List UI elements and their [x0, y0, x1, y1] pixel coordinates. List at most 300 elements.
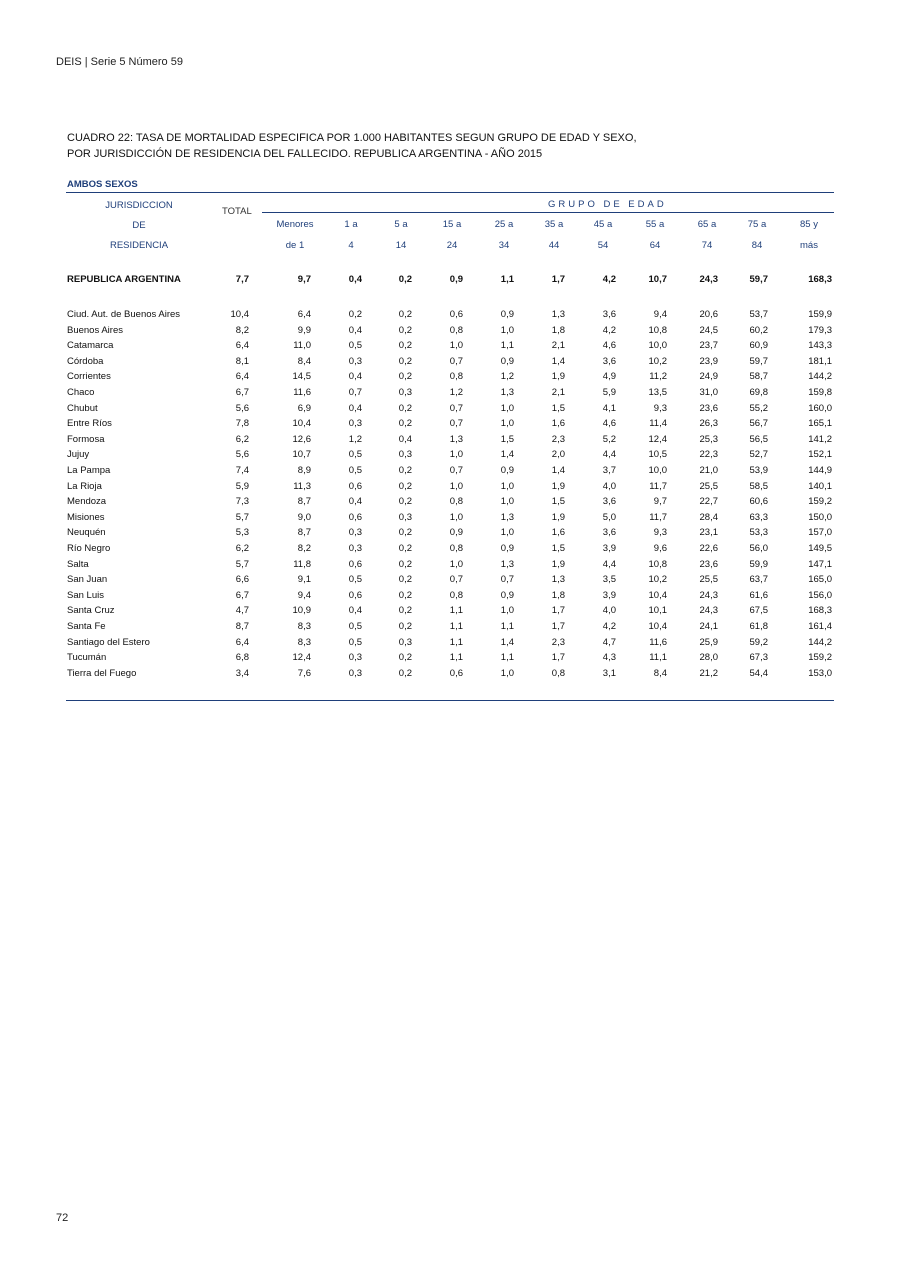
- table-cell: 0,9: [500, 355, 514, 367]
- table-cell: 3,7: [602, 465, 616, 476]
- table-cell: 63,7: [749, 574, 768, 586]
- table-top-rule: [66, 192, 834, 193]
- jurisdiction-name: Santa Cruz: [67, 605, 115, 617]
- header-jurisdiccion-line-1: JURISDICCION: [105, 200, 173, 211]
- table-cell: 6,4: [235, 636, 249, 648]
- table-cell: 3,6: [602, 309, 616, 320]
- table-cell: 144,2: [808, 371, 832, 383]
- table-cell: 141,2: [808, 433, 832, 445]
- table-cell: 0,3: [348, 355, 362, 367]
- jurisdiction-name: Tucumán: [67, 652, 107, 664]
- table-cell: 1,1: [449, 652, 463, 664]
- table-cell: 1,1: [500, 652, 514, 664]
- jurisdiction-name: Formosa: [67, 433, 105, 445]
- table-cell: 8,2: [235, 324, 249, 336]
- table-cell: 1,9: [551, 371, 565, 383]
- table-cell: 56,7: [749, 418, 768, 430]
- table-cell: 3,9: [602, 589, 616, 601]
- table-cell: 143,3: [808, 340, 832, 352]
- table-cell: 0,4: [348, 324, 362, 336]
- table-cell: 1,3: [500, 387, 514, 398]
- table-cell: 11,2: [649, 371, 667, 383]
- table-cell: 0,2: [398, 652, 412, 664]
- table-cell: 4,6: [602, 418, 616, 430]
- table-cell: 181,1: [808, 355, 832, 367]
- table-cell: 24,9: [699, 371, 718, 383]
- table-row: [0, 496, 905, 510]
- running-header: DEIS | Serie 5 Número 59: [56, 56, 183, 68]
- table-cell: 0,2: [398, 309, 412, 320]
- table-cell: 1,0: [449, 511, 463, 523]
- table-cell: 0,7: [449, 402, 463, 414]
- table-cell: 3,6: [602, 355, 616, 367]
- table-cell: 24,3: [699, 589, 718, 601]
- table-cell: 1,0: [500, 418, 514, 430]
- table-cell: 0,2: [398, 543, 412, 554]
- table-cell: 22,3: [699, 449, 718, 461]
- table-cell: 12,6: [292, 433, 311, 445]
- jurisdiction-name: La Pampa: [67, 465, 111, 476]
- table-cell: 56,5: [749, 433, 768, 445]
- national-value: 4,2: [602, 274, 616, 285]
- table-cell: 165,1: [808, 418, 832, 430]
- table-cell: 2,3: [551, 636, 565, 648]
- table-cell: 1,0: [500, 527, 514, 539]
- table-cell: 59,9: [749, 558, 768, 570]
- table-title-line-2: POR JURISDICCIÓN DE RESIDENCIA DEL FALLECIDO. REPUBLICA ARGENTINA - AÑO 2015: [67, 148, 543, 160]
- table-cell: 6,8: [235, 652, 249, 664]
- table-cell: 0,2: [398, 605, 412, 617]
- table-cell: 3,6: [602, 496, 616, 508]
- table-cell: 4,4: [602, 449, 616, 461]
- table-cell: 0,9: [500, 309, 514, 320]
- table-cell: 22,7: [699, 496, 718, 508]
- jurisdiction-name: Jujuy: [67, 449, 90, 461]
- table-cell: 0,3: [348, 418, 362, 430]
- table-cell: 0,2: [398, 527, 412, 539]
- header-total: TOTAL: [222, 206, 252, 217]
- table-cell: 24,3: [699, 605, 718, 617]
- table-cell: 159,8: [808, 387, 832, 398]
- table-cell: 0,6: [449, 309, 463, 320]
- age-group-header-top: 35 a: [544, 219, 564, 230]
- table-cell: 11,0: [293, 340, 311, 352]
- table-cell: 0,8: [449, 324, 463, 336]
- table-cell: 0,8: [551, 667, 565, 679]
- table-cell: 2,3: [551, 433, 565, 445]
- table-cell: 58,5: [749, 480, 768, 492]
- table-cell: 0,2: [398, 402, 412, 414]
- table-title: [67, 130, 637, 162]
- age-group-header-top: 65 a: [697, 219, 717, 230]
- table-row: [0, 340, 905, 354]
- table-row: [0, 465, 905, 479]
- table-cell: 0,6: [348, 511, 362, 523]
- table-cell: 60,6: [749, 496, 768, 508]
- table-cell: 11,4: [649, 418, 667, 430]
- table-cell: 2,1: [551, 340, 565, 352]
- age-group-header-top: 1 a: [344, 219, 358, 230]
- age-group-header-bottom: 54: [597, 240, 609, 251]
- table-cell: 5,6: [235, 402, 249, 414]
- table-cell: 1,5: [500, 433, 514, 445]
- table-cell: 0,3: [348, 543, 362, 554]
- table-cell: 25,3: [699, 433, 718, 445]
- table-cell: 4,2: [602, 324, 616, 336]
- table-cell: 5,9: [235, 480, 249, 492]
- jurisdiction-name: Neuquén: [67, 527, 106, 539]
- table-row: [0, 512, 905, 526]
- table-cell: 11,1: [649, 652, 667, 664]
- table-cell: 0,2: [348, 309, 362, 320]
- national-value: 59,7: [749, 274, 768, 285]
- table-cell: 9,4: [297, 589, 311, 601]
- jurisdiction-name: Santa Fe: [67, 621, 106, 632]
- table-row: [0, 605, 905, 619]
- table-cell: 10,4: [230, 309, 249, 320]
- table-cell: 6,4: [297, 309, 311, 320]
- table-cell: 1,9: [551, 511, 565, 523]
- table-cell: 0,2: [398, 340, 412, 352]
- table-cell: 0,7: [348, 387, 362, 398]
- header-grupo-de-edad: GRUPO DE EDAD: [548, 199, 667, 210]
- table-cell: 1,4: [500, 449, 514, 461]
- table-cell: 10,2: [648, 574, 667, 586]
- table-cell: 10,7: [292, 449, 311, 461]
- table-cell: 10,5: [648, 449, 667, 461]
- table-cell: 28,4: [699, 511, 718, 523]
- table-cell: 1,2: [449, 387, 463, 398]
- table-cell: 0,2: [398, 371, 412, 383]
- table-cell: 2,1: [551, 387, 565, 398]
- jurisdiction-name: Corrientes: [67, 371, 111, 383]
- table-cell: 67,5: [749, 605, 768, 617]
- table-cell: 7,8: [235, 418, 249, 430]
- table-cell: 0,7: [449, 418, 463, 430]
- jurisdiction-name: Tierra del Fuego: [67, 667, 137, 679]
- table-cell: 0,5: [348, 340, 362, 352]
- table-cell: 4,9: [602, 371, 616, 383]
- table-cell: 53,9: [749, 465, 768, 476]
- age-group-header-top: 5 a: [394, 219, 408, 230]
- table-cell: 10,2: [648, 355, 667, 367]
- table-cell: 0,2: [398, 324, 412, 336]
- table-cell: 144,2: [808, 636, 832, 648]
- table-cell: 28,0: [699, 652, 718, 664]
- jurisdiction-name: Santiago del Estero: [67, 636, 150, 648]
- jurisdiction-name: Chubut: [67, 402, 98, 414]
- table-cell: 1,6: [551, 418, 565, 430]
- jurisdiction-name: Salta: [67, 558, 89, 570]
- table-cell: 6,4: [235, 371, 249, 383]
- table-cell: 23,1: [699, 527, 718, 539]
- age-group-header-top: 45 a: [593, 219, 613, 230]
- table-cell: 144,9: [808, 465, 832, 476]
- age-group-header-top: 15 a: [442, 219, 462, 230]
- table-cell: 1,5: [551, 402, 565, 414]
- table-cell: 10,0: [648, 340, 667, 352]
- table-cell: 1,7: [551, 605, 565, 617]
- table-cell: 53,3: [749, 527, 768, 539]
- table-row: [0, 309, 905, 323]
- table-cell: 0,4: [348, 605, 362, 617]
- table-cell: 24,5: [699, 324, 718, 336]
- table-cell: 0,6: [449, 667, 463, 679]
- table-cell: 1,1: [449, 621, 463, 632]
- table-cell: 0,9: [500, 543, 514, 554]
- table-cell: 10,8: [648, 558, 667, 570]
- age-group-header-bottom: 64: [649, 240, 661, 251]
- table-cell: 3,5: [602, 574, 616, 586]
- page-number: 72: [56, 1212, 69, 1224]
- table-cell: 0,8: [449, 496, 463, 508]
- table-cell: 9,9: [297, 324, 311, 336]
- table-cell: 69,8: [749, 387, 768, 398]
- table-cell: 11,6: [293, 387, 311, 398]
- jurisdiction-name: San Juan: [67, 574, 108, 586]
- age-group-header-top: 75 a: [747, 219, 767, 230]
- national-value: 24,3: [699, 274, 718, 285]
- age-group-header-bottom: más: [800, 240, 818, 251]
- table-row: [0, 387, 905, 401]
- table-cell: 0,7: [500, 574, 514, 586]
- national-value: 0,9: [449, 274, 463, 285]
- jurisdiction-name: San Luis: [67, 589, 104, 601]
- table-cell: 58,7: [749, 371, 768, 383]
- table-cell: 1,5: [551, 543, 565, 554]
- table-cell: 1,2: [500, 371, 514, 383]
- table-cell: 0,3: [398, 449, 412, 461]
- table-cell: 0,3: [348, 667, 362, 679]
- table-cell: 159,2: [808, 652, 832, 664]
- table-cell: 0,7: [449, 465, 463, 476]
- header-jurisdiccion-line-3: RESIDENCIA: [109, 240, 169, 251]
- table-row: [0, 559, 905, 573]
- table-cell: 3,6: [602, 527, 616, 539]
- age-group-header-bottom: 44: [548, 240, 560, 251]
- table-cell: 0,2: [398, 574, 412, 586]
- table-cell: 0,6: [348, 558, 362, 570]
- table-cell: 55,2: [749, 402, 768, 414]
- table-cell: 1,3: [500, 511, 514, 523]
- table-cell: 0,3: [398, 636, 412, 648]
- table-row: [0, 668, 905, 682]
- table-cell: 9,6: [653, 543, 667, 554]
- table-cell: 5,6: [235, 449, 249, 461]
- table-row: [0, 325, 905, 339]
- table-cell: 67,3: [749, 652, 768, 664]
- table-row: [0, 652, 905, 666]
- header-jurisdiccion-line-2: DE: [132, 220, 146, 231]
- table-cell: 165,0: [808, 574, 832, 586]
- table-cell: 1,9: [551, 558, 565, 570]
- age-group-header-rule: [262, 212, 834, 213]
- table-cell: 54,4: [749, 667, 768, 679]
- table-row: [0, 449, 905, 463]
- table-cell: 23,9: [699, 355, 718, 367]
- table-row: [0, 621, 905, 635]
- table-cell: 8,3: [297, 621, 311, 632]
- table-cell: 0,7: [449, 574, 463, 586]
- table-cell: 26,3: [699, 418, 718, 430]
- national-value: 9,7: [297, 274, 311, 285]
- jurisdiction-name: Misiones: [67, 511, 105, 523]
- table-cell: 23,6: [699, 558, 718, 570]
- table-row: [0, 574, 905, 588]
- age-group-header-bottom: 4: [348, 240, 354, 251]
- table-cell: 0,5: [348, 465, 362, 476]
- table-cell: 4,1: [602, 402, 616, 414]
- table-cell: 4,0: [602, 480, 616, 492]
- table-cell: 24,1: [699, 621, 718, 632]
- table-cell: 168,3: [808, 605, 832, 617]
- table-cell: 1,1: [500, 340, 514, 352]
- table-cell: 161,4: [808, 621, 832, 632]
- table-cell: 5,0: [602, 511, 616, 523]
- table-cell: 0,4: [398, 433, 412, 445]
- table-cell: 9,3: [653, 402, 667, 414]
- table-cell: 0,2: [398, 621, 412, 632]
- table-cell: 59,2: [749, 636, 768, 648]
- table-cell: 21,2: [699, 667, 718, 679]
- table-cell: 1,3: [500, 558, 514, 570]
- table-cell: 63,3: [749, 511, 768, 523]
- table-row: [0, 418, 905, 432]
- table-cell: 8,7: [235, 621, 249, 632]
- table-cell: 23,6: [699, 402, 718, 414]
- table-cell: 5,7: [235, 511, 249, 523]
- table-cell: 159,9: [808, 309, 832, 320]
- table-cell: 9,1: [297, 574, 311, 586]
- table-cell: 1,0: [500, 324, 514, 336]
- table-cell: 1,4: [551, 355, 565, 367]
- table-cell: 9,4: [653, 309, 667, 320]
- table-cell: 1,0: [449, 480, 463, 492]
- table-cell: 1,3: [449, 433, 463, 445]
- table-cell: 0,5: [348, 449, 362, 461]
- table-row: [0, 434, 905, 448]
- table-cell: 0,3: [398, 511, 412, 523]
- table-cell: 6,2: [235, 433, 249, 445]
- table-cell: 0,2: [398, 589, 412, 601]
- table-cell: 10,1: [648, 605, 667, 617]
- table-cell: 8,9: [297, 465, 311, 476]
- table-cell: 157,0: [808, 527, 832, 539]
- age-group-header-top: 85 y: [800, 219, 818, 230]
- table-cell: 8,7: [297, 496, 311, 508]
- table-cell: 23,7: [699, 340, 718, 352]
- table-cell: 0,8: [449, 371, 463, 383]
- table-cell: 0,2: [398, 355, 412, 367]
- table-cell: 0,6: [348, 589, 362, 601]
- table-cell: 56,0: [749, 543, 768, 554]
- table-cell: 11,8: [293, 558, 311, 570]
- table-cell: 0,8: [449, 589, 463, 601]
- table-cell: 4,2: [602, 621, 616, 632]
- table-cell: 179,3: [808, 324, 832, 336]
- table-cell: 156,0: [808, 589, 832, 601]
- jurisdiction-name: Ciud. Aut. de Buenos Aires: [67, 309, 181, 320]
- table-cell: 6,9: [297, 402, 311, 414]
- table-cell: 8,2: [297, 543, 311, 554]
- table-cell: 150,0: [808, 511, 832, 523]
- table-cell: 8,3: [297, 636, 311, 648]
- table-cell: 9,0: [297, 511, 311, 523]
- table-cell: 10,0: [648, 465, 667, 476]
- table-cell: 1,0: [500, 480, 514, 492]
- jurisdiction-name: La Rioja: [67, 480, 102, 492]
- table-row: [0, 356, 905, 370]
- table-cell: 10,8: [648, 324, 667, 336]
- national-value: 1,1: [500, 274, 514, 285]
- table-cell: 3,1: [602, 667, 616, 679]
- table-cell: 5,7: [235, 558, 249, 570]
- age-group-header-bottom: 74: [701, 240, 713, 251]
- table-cell: 10,4: [292, 418, 311, 430]
- table-cell: 0,3: [348, 652, 362, 664]
- national-value: 7,7: [235, 274, 249, 285]
- table-cell: 7,3: [235, 496, 249, 508]
- table-cell: 1,1: [449, 636, 463, 648]
- table-cell: 0,2: [398, 558, 412, 570]
- table-cell: 7,4: [235, 465, 249, 476]
- table-cell: 7,6: [297, 667, 311, 679]
- table-cell: 1,1: [500, 621, 514, 632]
- table-cell: 10,9: [292, 605, 311, 617]
- table-cell: 0,5: [348, 574, 362, 586]
- table-cell: 6,4: [235, 340, 249, 352]
- table-row: [0, 371, 905, 385]
- table-cell: 1,5: [551, 496, 565, 508]
- table-cell: 10,4: [648, 589, 667, 601]
- table-cell: 1,4: [500, 636, 514, 648]
- table-cell: 6,7: [235, 589, 249, 601]
- table-cell: 6,7: [235, 387, 249, 398]
- national-total-label: REPUBLICA ARGENTINA: [67, 274, 181, 285]
- table-cell: 0,2: [398, 667, 412, 679]
- jurisdiction-name: Entre Ríos: [67, 418, 112, 430]
- table-cell: 12,4: [292, 652, 311, 664]
- table-cell: 8,4: [653, 667, 667, 679]
- table-cell: 0,2: [398, 418, 412, 430]
- jurisdiction-name: Córdoba: [67, 355, 104, 367]
- table-cell: 61,6: [749, 589, 768, 601]
- table-cell: 25,5: [699, 480, 718, 492]
- table-cell: 0,7: [449, 355, 463, 367]
- table-cell: 61,8: [749, 621, 768, 632]
- section-label: AMBOS SEXOS: [67, 179, 138, 190]
- age-group-header-bottom: 14: [395, 240, 407, 251]
- table-cell: 1,4: [551, 465, 565, 476]
- table-cell: 1,8: [551, 589, 565, 601]
- national-value: 1,7: [551, 274, 565, 285]
- table-cell: 11,3: [293, 480, 311, 492]
- table-cell: 4,4: [602, 558, 616, 570]
- table-cell: 0,3: [398, 387, 412, 398]
- table-cell: 3,9: [602, 543, 616, 554]
- table-row: [0, 527, 905, 541]
- age-group-header-top: Menores: [276, 219, 314, 230]
- table-cell: 1,7: [551, 652, 565, 664]
- table-cell: 5,3: [235, 527, 249, 539]
- age-group-header-bottom: 84: [751, 240, 763, 251]
- table-cell: 5,2: [602, 433, 616, 445]
- table-bottom-rule: [66, 700, 834, 701]
- table-cell: 8,1: [235, 355, 249, 367]
- national-value: 0,2: [398, 274, 412, 285]
- table-cell: 22,6: [699, 543, 718, 554]
- table-cell: 0,4: [348, 402, 362, 414]
